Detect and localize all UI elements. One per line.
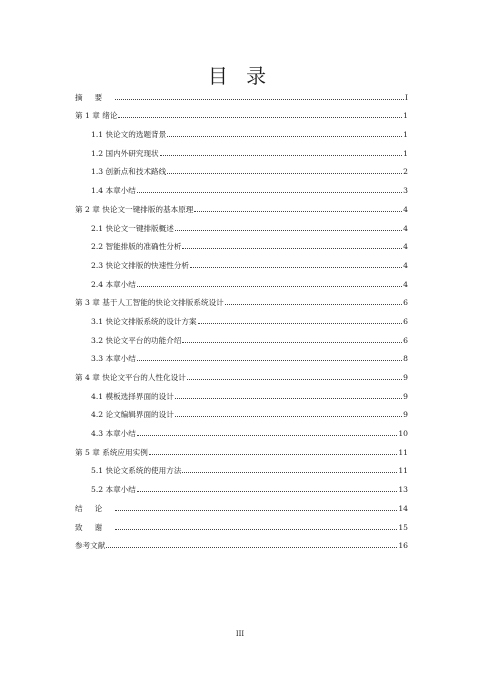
toc-entry-section-3-3[interactable] bbox=[75, 345, 408, 364]
toc-leader-dots bbox=[175, 397, 402, 399]
toc-entry-chapter-5[interactable] bbox=[75, 438, 408, 457]
toc-entry-chapter-2[interactable] bbox=[75, 195, 408, 214]
toc-entry-references[interactable] bbox=[75, 532, 408, 551]
toc-entry-label: 3.3 本章小结 bbox=[91, 354, 136, 364]
toc-entry-page: 9 bbox=[403, 391, 408, 401]
toc-entry-label: 第 3 章 基于人工智能的快论文排版系统设计 bbox=[75, 298, 224, 308]
toc-entry-page: 11 bbox=[398, 447, 408, 457]
toc-entry-label: 2.2 智能排版的准确性分析 bbox=[91, 242, 182, 252]
toc-entry-page: 14 bbox=[398, 503, 408, 513]
toc-entry-chapter-4[interactable] bbox=[75, 363, 408, 382]
toc-entry-section-4-2[interactable] bbox=[75, 401, 408, 420]
toc-entry-chapter-1[interactable] bbox=[75, 102, 408, 121]
toc-entry-label: 第 2 章 快论文一键排版的基本原理 bbox=[75, 204, 194, 214]
toc-leader-dots bbox=[182, 341, 402, 343]
toc-entry-page: 8 bbox=[403, 354, 408, 364]
toc-entry-label: 4.2 论文编辑界面的设计 bbox=[91, 410, 174, 420]
toc-leader-dots bbox=[137, 490, 397, 492]
toc-entry-page: 6 bbox=[403, 316, 408, 326]
toc-entry-page: 4 bbox=[403, 260, 408, 270]
toc-entry-label: 1.3 创新点和技术路线 bbox=[91, 167, 167, 177]
table-of-contents bbox=[75, 83, 408, 550]
toc-entry-label: 摘要 bbox=[75, 92, 115, 102]
toc-entry-page: 4 bbox=[403, 279, 408, 289]
toc-leader-dots bbox=[137, 434, 397, 436]
toc-entry-section-5-1[interactable] bbox=[75, 457, 408, 476]
toc-entry-label: 结论 bbox=[75, 503, 115, 513]
toc-leader-dots bbox=[182, 247, 402, 249]
toc-entry-page: 4 bbox=[403, 223, 408, 233]
page-title: 目 录 bbox=[207, 64, 273, 88]
toc-entry-section-2-4[interactable] bbox=[75, 270, 408, 289]
toc-entry-section-3-2[interactable] bbox=[75, 326, 408, 345]
toc-entry-page: 10 bbox=[398, 429, 408, 439]
toc-entry-label: 5.1 快论文系统的使用方法 bbox=[91, 466, 182, 476]
toc-entry-section-3-1[interactable] bbox=[75, 307, 408, 326]
toc-leader-dots bbox=[115, 509, 397, 511]
toc-entry-page: 1 bbox=[403, 130, 408, 140]
toc-leader-dots bbox=[187, 378, 402, 380]
toc-leader-dots bbox=[137, 285, 402, 287]
toc-leader-dots bbox=[190, 266, 402, 268]
toc-leader-dots bbox=[167, 135, 402, 137]
toc-entry-label: 3.2 快论文平台的功能介绍 bbox=[91, 335, 182, 345]
toc-entry-label: 3.1 快论文排版系统的设计方案 bbox=[91, 316, 197, 326]
toc-leader-dots bbox=[118, 116, 402, 118]
toc-leader-dots bbox=[160, 154, 403, 156]
toc-entry-page: 9 bbox=[403, 410, 408, 420]
toc-entry-label: 4.3 本章小结 bbox=[91, 429, 136, 439]
toc-leader-dots bbox=[137, 191, 402, 193]
toc-entry-page: 11 bbox=[398, 466, 408, 476]
toc-entry-section-1-1[interactable] bbox=[75, 120, 408, 139]
toc-entry-section-2-2[interactable] bbox=[75, 233, 408, 252]
toc-leader-dots bbox=[225, 303, 402, 305]
toc-leader-dots bbox=[194, 210, 402, 212]
toc-leader-dots bbox=[115, 528, 397, 530]
toc-entry-section-4-1[interactable] bbox=[75, 382, 408, 401]
toc-leader-dots bbox=[149, 453, 398, 455]
toc-entry-label: 2.4 本章小结 bbox=[91, 279, 136, 289]
toc-entry-conclusion[interactable] bbox=[75, 494, 408, 513]
toc-entry-chapter-3[interactable] bbox=[75, 289, 408, 308]
toc-entry-abstract[interactable] bbox=[75, 83, 408, 102]
toc-entry-label: 4.1 模板选择界面的设计 bbox=[91, 391, 174, 401]
toc-entry-label: 1.2 国内外研究现状 bbox=[91, 148, 159, 158]
toc-entry-page: 3 bbox=[403, 186, 408, 196]
toc-leader-dots bbox=[198, 322, 403, 324]
toc-entry-section-2-1[interactable] bbox=[75, 214, 408, 233]
toc-entry-section-1-3[interactable] bbox=[75, 158, 408, 177]
toc-entry-page: 1 bbox=[403, 111, 408, 121]
toc-entry-page: 4 bbox=[403, 204, 408, 214]
toc-entry-page: 9 bbox=[403, 373, 408, 382]
toc-entry-label: 1.4 本章小结 bbox=[91, 186, 136, 196]
toc-entry-page: 16 bbox=[398, 541, 408, 551]
toc-entry-label: 第 1 章 绪论 bbox=[75, 111, 118, 121]
toc-leader-dots bbox=[182, 471, 397, 473]
toc-entry-label: 致谢 bbox=[75, 522, 115, 532]
toc-entry-page: 6 bbox=[403, 298, 408, 308]
toc-entry-label: 5.2 本章小结 bbox=[91, 485, 136, 495]
toc-entry-label: 参考文献 bbox=[75, 541, 106, 551]
toc-entry-label: 第 5 章 系统应用实例 bbox=[75, 447, 148, 457]
toc-entry-section-1-2[interactable] bbox=[75, 139, 408, 158]
toc-leader-dots bbox=[175, 415, 402, 417]
toc-entry-page: 4 bbox=[403, 242, 408, 252]
toc-entry-label: 2.1 快论文一键排版概述 bbox=[91, 223, 174, 233]
toc-entry-page: I bbox=[405, 92, 408, 102]
toc-entry-acknowledgements[interactable] bbox=[75, 513, 408, 532]
toc-entry-page: 15 bbox=[398, 522, 408, 532]
toc-leader-dots bbox=[115, 98, 404, 100]
toc-entry-section-5-2[interactable] bbox=[75, 475, 408, 494]
toc-entry-label: 1.1 快论文的选题背景 bbox=[91, 130, 167, 140]
toc-leader-dots bbox=[167, 172, 402, 174]
toc-entry-page: 2 bbox=[403, 167, 408, 177]
toc-entry-section-1-4[interactable] bbox=[75, 176, 408, 195]
toc-entry-section-4-3[interactable] bbox=[75, 419, 408, 438]
toc-leader-dots bbox=[106, 546, 397, 548]
toc-leader-dots bbox=[137, 359, 402, 361]
toc-entry-page: 6 bbox=[403, 335, 408, 345]
toc-entry-page: 1 bbox=[403, 148, 408, 158]
toc-entry-label: 第 4 章 快论文平台的人性化设计 bbox=[75, 373, 186, 382]
toc-leader-dots bbox=[175, 229, 402, 231]
toc-entry-page: 13 bbox=[398, 485, 408, 495]
toc-entry-section-2-3[interactable] bbox=[75, 251, 408, 270]
page-number: III bbox=[235, 630, 245, 638]
toc-entry-label: 2.3 快论文排版的快速性分析 bbox=[91, 260, 190, 270]
